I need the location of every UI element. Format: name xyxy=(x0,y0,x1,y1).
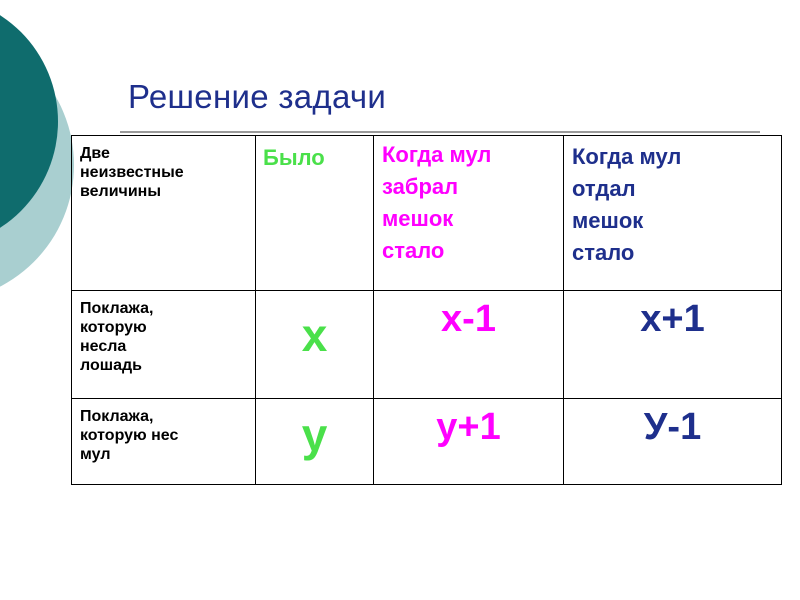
header-gave-line: мешок xyxy=(572,208,644,233)
cell-was-value xyxy=(256,399,374,485)
cell-gave-value xyxy=(564,291,782,399)
header-took-line: забрал xyxy=(382,174,459,199)
row-label-cell xyxy=(72,291,256,399)
header-cell-unknowns xyxy=(72,136,256,291)
header-gave-line: отдал xyxy=(572,176,636,201)
cell-took-value xyxy=(374,291,564,399)
cell-took-value xyxy=(374,399,564,485)
mule-gave-value: У-1 xyxy=(643,406,702,448)
row-label-line: которую xyxy=(80,319,147,336)
title-underline xyxy=(120,131,760,133)
table-row-mule xyxy=(72,399,782,485)
row-label-line: Поклажа, xyxy=(80,300,154,317)
header-took-line: стало xyxy=(382,238,445,263)
header-was-text: Было xyxy=(263,145,325,170)
header-took-line: Когда мул xyxy=(382,142,492,167)
horse-was-value: x xyxy=(301,309,328,361)
mule-took-value: у+1 xyxy=(436,406,501,448)
table-row-horse xyxy=(72,291,782,399)
row-label-line: лошадь xyxy=(80,357,142,374)
header-cell-mule-gave xyxy=(564,136,782,291)
header-took-line: мешок xyxy=(382,206,454,231)
table-header-row xyxy=(72,136,782,291)
header-gave-line: Когда мул xyxy=(572,144,682,169)
mule-was-value: у xyxy=(301,409,328,461)
header-unknowns-line: неизвестные xyxy=(80,164,184,181)
header-unknowns-line: Две xyxy=(80,145,110,162)
horse-took-value: x-1 xyxy=(441,298,496,340)
row-label-line: мул xyxy=(80,446,111,463)
row-label-cell xyxy=(72,399,256,485)
row-label-line: Поклажа, xyxy=(80,408,154,425)
header-unknowns-line: величины xyxy=(80,183,161,200)
header-cell-mule-took xyxy=(374,136,564,291)
cell-was-value xyxy=(256,291,374,399)
row-label-line: которую нес xyxy=(80,427,179,444)
cell-gave-value xyxy=(564,399,782,485)
header-gave-line: стало xyxy=(572,240,635,265)
slide-title: Решение задачи xyxy=(128,78,387,115)
horse-gave-value: x+1 xyxy=(640,298,705,340)
solution-table xyxy=(71,135,782,485)
header-cell-was xyxy=(256,136,374,291)
row-label-line: несла xyxy=(80,338,127,355)
